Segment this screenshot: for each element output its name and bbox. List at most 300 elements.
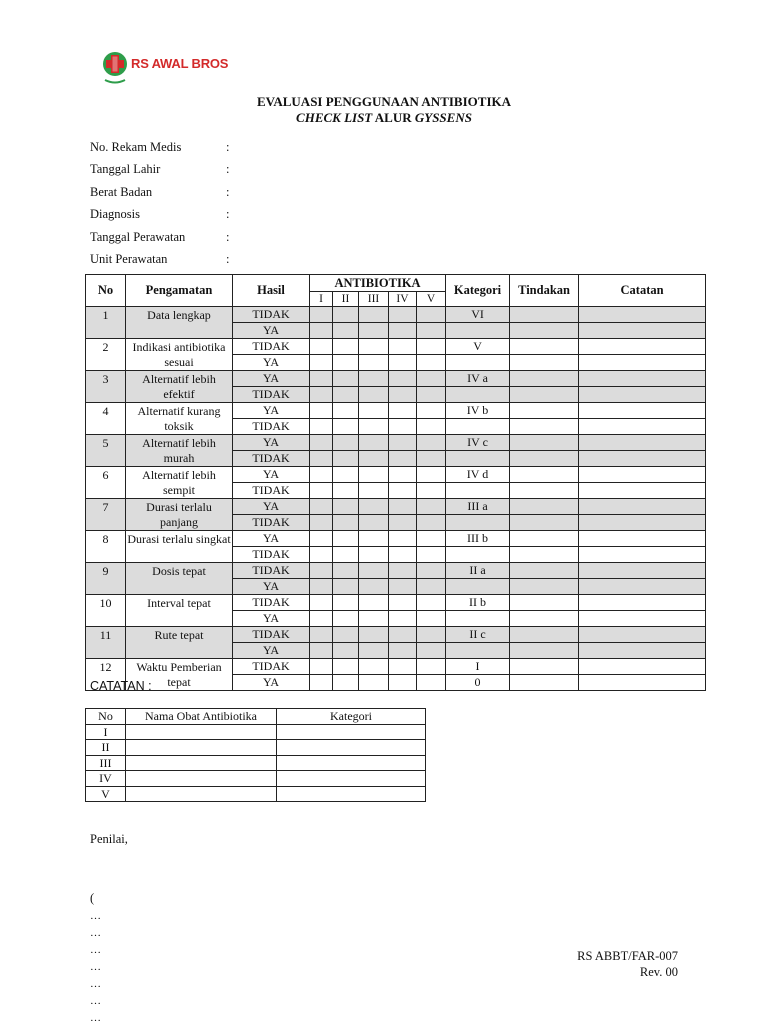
tindakan-cell[interactable] <box>510 371 579 387</box>
header-pengamatan: Pengamatan <box>126 275 233 307</box>
hasil-option[interactable]: YA <box>233 355 310 371</box>
tindakan-cell[interactable] <box>510 355 579 371</box>
hasil-option[interactable]: TIDAK <box>233 419 310 435</box>
field-berat-badan: Berat Badan : <box>90 185 230 199</box>
tindakan-cell[interactable] <box>510 547 579 563</box>
table-row <box>86 659 706 675</box>
row-observation: Durasi terlalu singkat <box>126 531 233 563</box>
antibiotic-check-cell[interactable] <box>359 403 389 419</box>
kategori-value: IV b <box>446 403 510 419</box>
hasil-option[interactable]: YA <box>233 435 310 451</box>
antibiotic-list-table <box>85 708 426 802</box>
penilai-label: Penilai, <box>90 832 128 846</box>
antibiotic-check-cell[interactable] <box>333 403 359 419</box>
table-row <box>86 755 426 771</box>
antibiotic-check-cell[interactable] <box>417 499 446 515</box>
signature-dots: … <box>90 944 101 956</box>
antibiotic-check-cell[interactable] <box>359 595 389 611</box>
input-cell[interactable] <box>277 786 426 802</box>
tindakan-cell[interactable] <box>510 627 579 643</box>
subheader-antibiotic: III <box>359 292 389 307</box>
table-row <box>86 531 706 547</box>
antibiotic-check-cell[interactable] <box>310 643 333 659</box>
antibiotic-check-cell[interactable] <box>359 627 389 643</box>
antibiotic-check-cell[interactable] <box>417 451 446 467</box>
antibiotic-check-cell[interactable] <box>417 339 446 355</box>
kategori-value: I <box>446 659 510 675</box>
row-numeral: III <box>86 755 126 771</box>
hasil-option[interactable]: TIDAK <box>233 627 310 643</box>
row-numeral: V <box>86 786 126 802</box>
header-no: No <box>86 275 126 307</box>
tindakan-cell[interactable] <box>510 451 579 467</box>
kategori-value: III a <box>446 499 510 515</box>
tindakan-cell[interactable] <box>510 579 579 595</box>
row-observation: Data lengkap <box>126 307 233 339</box>
hasil-option[interactable]: TIDAK <box>233 451 310 467</box>
catatan-cell[interactable] <box>579 403 706 419</box>
kategori-value <box>446 451 510 467</box>
subheader-antibiotic: IV <box>389 292 417 307</box>
tindakan-cell[interactable] <box>510 387 579 403</box>
table-row <box>86 403 706 419</box>
antibiotic-check-cell[interactable] <box>310 355 333 371</box>
input-cell[interactable] <box>126 724 277 740</box>
antibiotic-check-cell[interactable] <box>333 659 359 675</box>
antibiotic-check-cell[interactable] <box>310 563 333 579</box>
antibiotic-check-cell[interactable] <box>417 483 446 499</box>
row-observation: Rute tepat <box>126 627 233 659</box>
antibiotic-check-cell[interactable] <box>359 323 389 339</box>
antibiotic-check-cell[interactable] <box>389 627 417 643</box>
signature-dots: … <box>90 910 101 922</box>
row-observation: Durasi terlalu panjang <box>126 499 233 531</box>
antibiotic-check-cell[interactable] <box>333 355 359 371</box>
kategori-value <box>446 387 510 403</box>
antibiotic-check-cell[interactable] <box>359 307 389 323</box>
input-cell[interactable] <box>277 755 426 771</box>
hasil-option[interactable]: TIDAK <box>233 563 310 579</box>
table-row <box>86 563 706 579</box>
antibiotic-check-cell[interactable] <box>333 467 359 483</box>
antibiotic-check-cell[interactable] <box>359 611 389 627</box>
hasil-option[interactable]: TIDAK <box>233 387 310 403</box>
antibiotic-check-cell[interactable] <box>359 371 389 387</box>
field-unit-perawatan: Unit Perawatan : <box>90 252 230 266</box>
table-row <box>86 786 426 802</box>
hasil-option[interactable]: YA <box>233 643 310 659</box>
antibiotic-check-cell[interactable] <box>333 579 359 595</box>
antibiotic-check-cell[interactable] <box>333 643 359 659</box>
catatan-cell[interactable] <box>579 531 706 547</box>
antibiotic-check-cell[interactable] <box>359 515 389 531</box>
hasil-option[interactable]: YA <box>233 467 310 483</box>
antibiotic-check-cell[interactable] <box>417 595 446 611</box>
antibiotic-check-cell[interactable] <box>359 563 389 579</box>
signature-dots: … <box>90 1012 101 1024</box>
antibiotic-check-cell[interactable] <box>417 323 446 339</box>
antibiotic-check-cell[interactable] <box>310 467 333 483</box>
antibiotic-check-cell[interactable] <box>310 371 333 387</box>
table-row <box>86 467 706 483</box>
antibiotic-check-cell[interactable] <box>417 371 446 387</box>
antibiotic-check-cell[interactable] <box>389 515 417 531</box>
hasil-option[interactable]: YA <box>233 403 310 419</box>
catatan-cell[interactable] <box>579 579 706 595</box>
kategori-value: II b <box>446 595 510 611</box>
antibiotic-check-cell[interactable] <box>389 531 417 547</box>
field-tanggal-perawatan: Tanggal Perawatan : <box>90 230 230 244</box>
header-kategori: Kategori <box>446 275 510 307</box>
logo-text: RS AWAL BROS <box>131 56 229 71</box>
signature-dots: … <box>90 978 101 990</box>
catatan-cell[interactable] <box>579 659 706 675</box>
antibiotic-check-cell[interactable] <box>389 371 417 387</box>
signature-dots: … <box>90 995 101 1007</box>
antibiotic-check-cell[interactable] <box>333 675 359 691</box>
tindakan-cell[interactable] <box>510 595 579 611</box>
document-subtitle: CHECK LIST ALUR GYSSENS <box>296 110 472 125</box>
antibiotic-check-cell[interactable] <box>333 339 359 355</box>
kategori-value: IV a <box>446 371 510 387</box>
antibiotic-check-cell[interactable] <box>417 307 446 323</box>
tindakan-cell[interactable] <box>510 515 579 531</box>
antibiotic-check-cell[interactable] <box>417 643 446 659</box>
catatan-cell[interactable] <box>579 611 706 627</box>
kategori-value <box>446 419 510 435</box>
row-observation: Interval tepat <box>126 595 233 627</box>
antibiotic-check-cell[interactable] <box>417 355 446 371</box>
tindakan-cell[interactable] <box>510 467 579 483</box>
field-tanggal-lahir: Tanggal Lahir : <box>90 162 230 176</box>
antibiotic-check-cell[interactable] <box>389 323 417 339</box>
field-rekam-medis: No. Rekam Medis : <box>90 140 230 154</box>
tindakan-cell[interactable] <box>510 435 579 451</box>
row-observation: Alternatif lebih sempit <box>126 467 233 499</box>
kategori-value <box>446 611 510 627</box>
antibiotic-check-cell[interactable] <box>417 387 446 403</box>
hasil-option[interactable]: YA <box>233 323 310 339</box>
antibiotic-check-cell[interactable] <box>310 531 333 547</box>
antibiotic-check-cell[interactable] <box>389 339 417 355</box>
antibiotic-check-cell[interactable] <box>417 675 446 691</box>
gyssens-checklist-table <box>85 274 706 691</box>
small-header-kategori: Kategori <box>277 709 426 725</box>
row-observation: Alternatif lebih murah <box>126 435 233 467</box>
hasil-option[interactable]: TIDAK <box>233 659 310 675</box>
hasil-option[interactable]: YA <box>233 531 310 547</box>
antibiotic-check-cell[interactable] <box>359 547 389 563</box>
small-header-no: No <box>86 709 126 725</box>
row-number: 12 <box>86 659 126 691</box>
antibiotic-check-cell[interactable] <box>417 547 446 563</box>
input-cell[interactable] <box>126 755 277 771</box>
row-number: 1 <box>86 307 126 339</box>
antibiotic-check-cell[interactable] <box>359 387 389 403</box>
row-number: 7 <box>86 499 126 531</box>
antibiotic-check-cell[interactable] <box>359 339 389 355</box>
catatan-cell[interactable] <box>579 547 706 563</box>
kategori-value: VI <box>446 307 510 323</box>
antibiotic-check-cell[interactable] <box>389 611 417 627</box>
antibiotic-check-cell[interactable] <box>359 467 389 483</box>
antibiotic-check-cell[interactable] <box>333 435 359 451</box>
antibiotic-check-cell[interactable] <box>389 579 417 595</box>
row-numeral: IV <box>86 771 126 787</box>
field-diagnosis: Diagnosis : <box>90 207 230 221</box>
antibiotic-check-cell[interactable] <box>310 387 333 403</box>
antibiotic-check-cell[interactable] <box>389 307 417 323</box>
row-number: 6 <box>86 467 126 499</box>
antibiotic-check-cell[interactable] <box>333 307 359 323</box>
antibiotic-check-cell[interactable] <box>359 451 389 467</box>
antibiotic-check-cell[interactable] <box>310 451 333 467</box>
row-observation: Indikasi antibiotika sesuai <box>126 339 233 371</box>
catatan-cell[interactable] <box>579 451 706 467</box>
antibiotic-check-cell[interactable] <box>333 595 359 611</box>
input-cell[interactable] <box>277 740 426 756</box>
table-row <box>86 595 706 611</box>
row-number: 4 <box>86 403 126 435</box>
input-cell[interactable] <box>126 786 277 802</box>
input-cell[interactable] <box>277 771 426 787</box>
antibiotic-check-cell[interactable] <box>310 435 333 451</box>
row-number: 3 <box>86 371 126 403</box>
header-antibiotika: ANTIBIOTIKA <box>310 275 446 292</box>
antibiotic-check-cell[interactable] <box>359 579 389 595</box>
row-number: 11 <box>86 627 126 659</box>
kategori-value <box>446 483 510 499</box>
antibiotic-check-cell[interactable] <box>333 483 359 499</box>
antibiotic-check-cell[interactable] <box>389 643 417 659</box>
kategori-value: 0 <box>446 675 510 691</box>
antibiotic-check-cell[interactable] <box>333 451 359 467</box>
header-catatan: Catatan <box>579 275 706 307</box>
antibiotic-check-cell[interactable] <box>333 563 359 579</box>
antibiotic-check-cell[interactable] <box>310 627 333 643</box>
antibiotic-check-cell[interactable] <box>417 563 446 579</box>
kategori-value: II c <box>446 627 510 643</box>
signature-paren: ( <box>90 891 95 905</box>
antibiotic-check-cell[interactable] <box>310 547 333 563</box>
catatan-cell[interactable] <box>579 643 706 659</box>
antibiotic-check-cell[interactable] <box>417 627 446 643</box>
kategori-value: IV c <box>446 435 510 451</box>
row-number: 9 <box>86 563 126 595</box>
hasil-option[interactable]: TIDAK <box>233 339 310 355</box>
kategori-value: V <box>446 339 510 355</box>
tindakan-cell[interactable] <box>510 307 579 323</box>
antibiotic-check-cell[interactable] <box>333 547 359 563</box>
catatan-cell[interactable] <box>579 467 706 483</box>
header-tindakan: Tindakan <box>510 275 579 307</box>
row-number: 2 <box>86 339 126 371</box>
antibiotic-check-cell[interactable] <box>389 451 417 467</box>
antibiotic-check-cell[interactable] <box>359 643 389 659</box>
input-cell[interactable] <box>126 740 277 756</box>
table-row <box>86 339 706 355</box>
tindakan-cell[interactable] <box>510 531 579 547</box>
catatan-label: CATATAN : <box>90 679 152 693</box>
row-observation: Alternatif kurang toksik <box>126 403 233 435</box>
antibiotic-check-cell[interactable] <box>310 419 333 435</box>
antibiotic-check-cell[interactable] <box>333 387 359 403</box>
catatan-cell[interactable] <box>579 515 706 531</box>
hasil-option[interactable]: TIDAK <box>233 307 310 323</box>
antibiotic-check-cell[interactable] <box>333 627 359 643</box>
antibiotic-check-cell[interactable] <box>389 355 417 371</box>
hasil-option[interactable]: YA <box>233 579 310 595</box>
antibiotic-check-cell[interactable] <box>359 531 389 547</box>
kategori-value <box>446 547 510 563</box>
row-number: 10 <box>86 595 126 627</box>
antibiotic-check-cell[interactable] <box>389 387 417 403</box>
antibiotic-check-cell[interactable] <box>417 579 446 595</box>
row-numeral: II <box>86 740 126 756</box>
antibiotic-check-cell[interactable] <box>417 515 446 531</box>
kategori-value: III b <box>446 531 510 547</box>
antibiotic-check-cell[interactable] <box>389 499 417 515</box>
subheader-antibiotic: II <box>333 292 359 307</box>
row-number: 8 <box>86 531 126 563</box>
catatan-cell[interactable] <box>579 419 706 435</box>
catatan-cell[interactable] <box>579 563 706 579</box>
antibiotic-check-cell[interactable] <box>359 675 389 691</box>
antibiotic-check-cell[interactable] <box>389 419 417 435</box>
hospital-emblem-icon <box>100 50 130 86</box>
antibiotic-check-cell[interactable] <box>389 483 417 499</box>
kategori-value <box>446 515 510 531</box>
table-row <box>86 740 426 756</box>
antibiotic-check-cell[interactable] <box>310 499 333 515</box>
antibiotic-check-cell[interactable] <box>389 675 417 691</box>
antibiotic-check-cell[interactable] <box>417 659 446 675</box>
kategori-value: II a <box>446 563 510 579</box>
catatan-cell[interactable] <box>579 339 706 355</box>
tindakan-cell[interactable] <box>510 499 579 515</box>
hospital-logo <box>100 50 240 86</box>
document-code <box>577 948 678 980</box>
tindakan-cell[interactable] <box>510 643 579 659</box>
hasil-option[interactable]: TIDAK <box>233 547 310 563</box>
antibiotic-check-cell[interactable] <box>310 579 333 595</box>
tindakan-cell[interactable] <box>510 323 579 339</box>
antibiotic-check-cell[interactable] <box>333 531 359 547</box>
catatan-cell[interactable] <box>579 435 706 451</box>
antibiotic-check-cell[interactable] <box>310 611 333 627</box>
tindakan-cell[interactable] <box>510 611 579 627</box>
antibiotic-check-cell[interactable] <box>310 483 333 499</box>
antibiotic-check-cell[interactable] <box>310 403 333 419</box>
antibiotic-check-cell[interactable] <box>359 659 389 675</box>
antibiotic-check-cell[interactable] <box>389 403 417 419</box>
antibiotic-check-cell[interactable] <box>359 483 389 499</box>
table-row <box>86 371 706 387</box>
signature-dots: … <box>90 927 101 939</box>
hasil-option[interactable]: YA <box>233 371 310 387</box>
hasil-option[interactable]: TIDAK <box>233 483 310 499</box>
catatan-cell[interactable] <box>579 323 706 339</box>
input-cell[interactable] <box>126 771 277 787</box>
antibiotic-check-cell[interactable] <box>333 419 359 435</box>
tindakan-cell[interactable] <box>510 675 579 691</box>
catatan-cell[interactable] <box>579 483 706 499</box>
antibiotic-check-cell[interactable] <box>359 499 389 515</box>
antibiotic-check-cell[interactable] <box>417 531 446 547</box>
input-cell[interactable] <box>277 724 426 740</box>
antibiotic-check-cell[interactable] <box>359 355 389 371</box>
antibiotic-check-cell[interactable] <box>389 467 417 483</box>
antibiotic-check-cell[interactable] <box>333 323 359 339</box>
antibiotic-check-cell[interactable] <box>333 499 359 515</box>
antibiotic-check-cell[interactable] <box>389 595 417 611</box>
antibiotic-check-cell[interactable] <box>417 611 446 627</box>
tindakan-cell[interactable] <box>510 419 579 435</box>
table-row <box>86 627 706 643</box>
hasil-option[interactable]: YA <box>233 611 310 627</box>
header-hasil: Hasil <box>233 275 310 307</box>
antibiotic-check-cell[interactable] <box>310 339 333 355</box>
tindakan-cell[interactable] <box>510 483 579 499</box>
antibiotic-check-cell[interactable] <box>333 515 359 531</box>
antibiotic-check-cell[interactable] <box>310 323 333 339</box>
hasil-option[interactable]: YA <box>233 675 310 691</box>
antibiotic-check-cell[interactable] <box>417 419 446 435</box>
antibiotic-check-cell[interactable] <box>389 547 417 563</box>
catatan-cell[interactable] <box>579 499 706 515</box>
catatan-cell[interactable] <box>579 627 706 643</box>
antibiotic-check-cell[interactable] <box>310 675 333 691</box>
antibiotic-check-cell[interactable] <box>310 659 333 675</box>
catatan-cell[interactable] <box>579 595 706 611</box>
table-row <box>86 499 706 515</box>
catatan-cell[interactable] <box>579 355 706 371</box>
catatan-cell[interactable] <box>579 307 706 323</box>
hasil-option[interactable]: YA <box>233 499 310 515</box>
antibiotic-check-cell[interactable] <box>333 371 359 387</box>
hasil-option[interactable]: TIDAK <box>233 595 310 611</box>
antibiotic-check-cell[interactable] <box>417 403 446 419</box>
antibiotic-check-cell[interactable] <box>389 563 417 579</box>
table-row <box>86 307 706 323</box>
antibiotic-check-cell[interactable] <box>310 307 333 323</box>
row-number: 5 <box>86 435 126 467</box>
tindakan-cell[interactable] <box>510 339 579 355</box>
antibiotic-check-cell[interactable] <box>417 467 446 483</box>
antibiotic-check-cell[interactable] <box>389 435 417 451</box>
tindakan-cell[interactable] <box>510 659 579 675</box>
hasil-option[interactable]: TIDAK <box>233 515 310 531</box>
antibiotic-check-cell[interactable] <box>359 419 389 435</box>
tindakan-cell[interactable] <box>510 563 579 579</box>
antibiotic-check-cell[interactable] <box>389 659 417 675</box>
small-header-nama: Nama Obat Antibiotika <box>126 709 277 725</box>
catatan-cell[interactable] <box>579 371 706 387</box>
antibiotic-check-cell[interactable] <box>333 611 359 627</box>
antibiotic-check-cell[interactable] <box>310 595 333 611</box>
antibiotic-check-cell[interactable] <box>359 435 389 451</box>
antibiotic-check-cell[interactable] <box>310 515 333 531</box>
tindakan-cell[interactable] <box>510 403 579 419</box>
doc-code-revision: Rev. 00 <box>639 965 678 979</box>
antibiotic-check-cell[interactable] <box>417 435 446 451</box>
table-row <box>86 435 706 451</box>
catatan-cell[interactable] <box>579 387 706 403</box>
row-observation: Waktu Pemberian tepat <box>126 659 233 691</box>
catatan-cell[interactable] <box>579 675 706 691</box>
row-numeral: I <box>86 724 126 740</box>
signature-dots: … <box>90 961 101 973</box>
